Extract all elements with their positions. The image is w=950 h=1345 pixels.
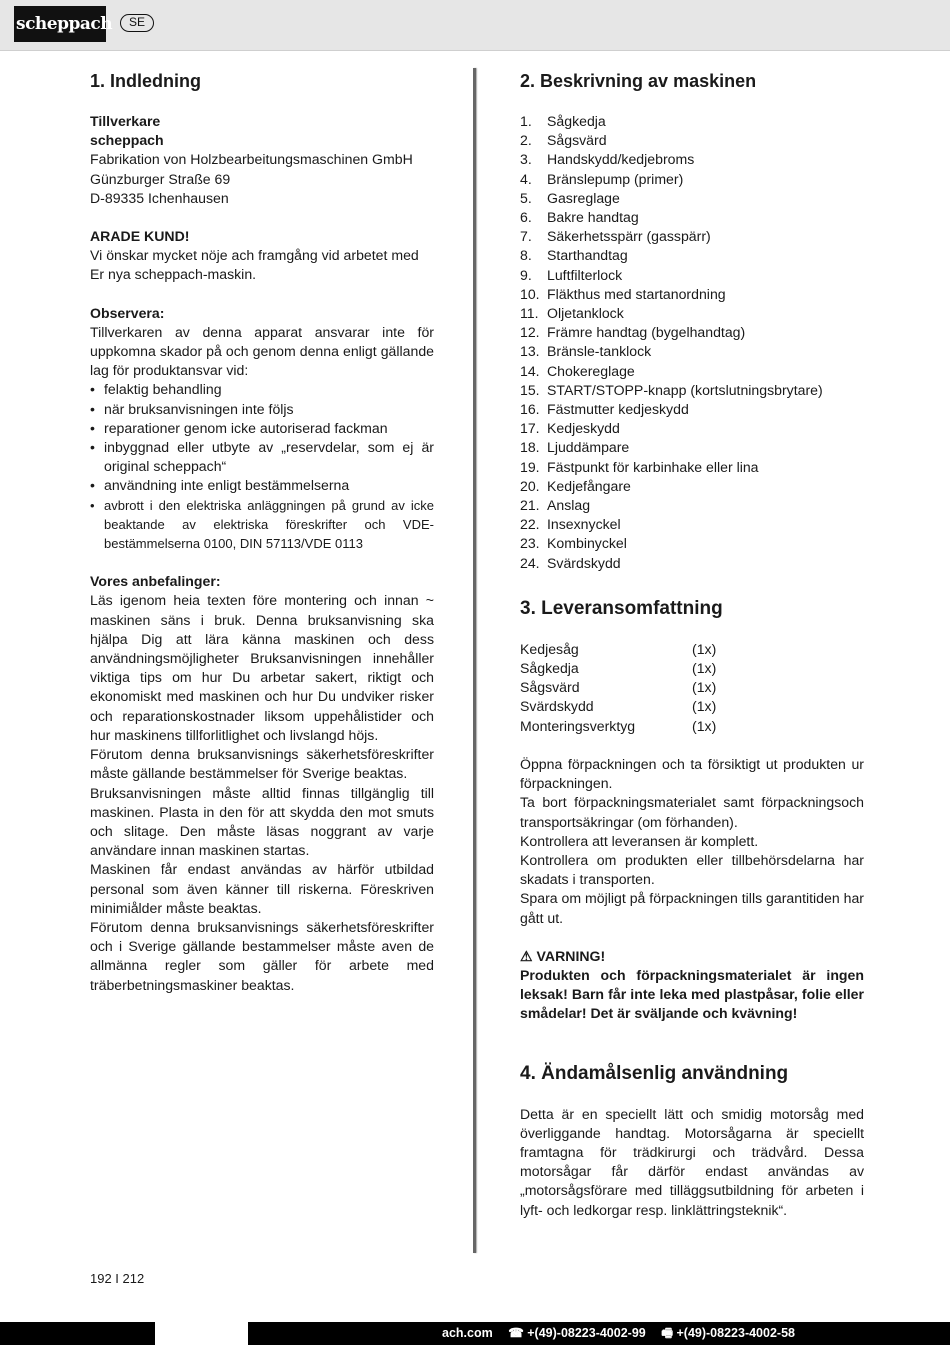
item-number: 4.: [520, 170, 532, 187]
table-row: [520, 640, 716, 659]
item-number: 10.: [520, 285, 540, 302]
list-item: [520, 227, 864, 246]
address-line: Fabrikation von Holzbearbeitungsmaschinen GmbH: [90, 151, 413, 168]
table-row: [520, 717, 716, 736]
item-label: Anslag: [547, 497, 591, 514]
list-item: [520, 285, 864, 304]
list-item: • felaktig behandling: [90, 380, 434, 399]
item-number: 22.: [520, 516, 540, 533]
list-item: • inbyggnad eller utbyte av „reservdelar, som ej är original scheppach“: [90, 438, 434, 476]
list-item: • när bruksanvisningen inte följs: [90, 400, 434, 419]
item-label: Bränsle-tanklock: [547, 343, 652, 360]
scope-qty: (1x): [692, 660, 717, 677]
item-label: Kombinyckel: [547, 535, 627, 552]
item-number: 19.: [520, 458, 540, 475]
item-label: Oljetanklock: [547, 305, 624, 322]
warning-text: Produkten och förpackningsmaterialet är ingen leksak! Barn får inte leka med plastpåsar, folie eller smådelar! Det är sväljande och kvävning!: [520, 966, 864, 1022]
item-label: Ljuddämpare: [547, 439, 630, 456]
item-number: 11.: [520, 305, 539, 322]
item-label: Fläkthus med startanordning: [547, 285, 726, 302]
item-label: Bränslepump (primer): [547, 170, 684, 187]
paragraph: Kontrollera om produkten eller tillbehörsdelarna har skadats i transporten.: [520, 851, 864, 888]
list-item: [520, 246, 864, 265]
item-label: Starthandtag: [547, 247, 628, 264]
item-number: 13.: [520, 343, 540, 360]
list-item: [520, 266, 864, 285]
scope-qty: (1x): [692, 679, 717, 696]
paragraph: Bruksanvisningen måste alltid finnas tillgänglig till maskinen. Plasta in den för att skydda den mot smuts och slitage. Den måste läsas noggrant av varje användare innan maskinen startas.: [90, 784, 434, 859]
address-line: Günzburger Straße 69: [90, 170, 231, 187]
item-number: 9.: [520, 266, 532, 283]
paragraph: Detta är en speciellt lätt och smidig motorsåg med överliggande handtag. Motorsågarna är speciellt framtagna för trädkirurgi och trädvård. Dessa motorsågar får därför endast användas av „motorsågsförare med tilläggsutbildning för arbeten i lyft- och ledkorgar resp. linklättringsteknik“.: [520, 1105, 864, 1218]
scope-item: Svärdskydd: [520, 698, 594, 715]
list-item: • användning inte enligt bestämmelserna: [90, 476, 434, 495]
item-label: Säkerhetsspärr (gasspärr): [547, 228, 711, 245]
paragraph: Förutom denna bruksanvisnings säkerhetsföreskrifter måste gällande bestämmelser för Sverige beaktas.: [90, 746, 434, 782]
table-row: [520, 697, 716, 716]
paragraph: Maskinen får endast användas av härför utbildad personal som även känner till riskerna. Föreskriven minimiålder måste beaktas.: [90, 861, 434, 916]
list-item: [520, 112, 864, 131]
item-label: Bakre handtag: [547, 209, 639, 226]
manufacturer-name: scheppach: [90, 132, 164, 149]
table-row: [520, 659, 716, 678]
scope-item: Sågsvärd: [520, 679, 580, 696]
item-label: Gasreglage: [547, 189, 620, 206]
list-item: [520, 554, 864, 573]
paragraph: Spara om möjligt på förpackningen tills garantitiden har gått ut.: [520, 890, 864, 926]
phone-number: ☎ +(49)-08223-4002-99: [508, 1326, 646, 1340]
paragraph: Ta bort förpackningsmaterialet samt förpackningsoch transportsäkringar (om förhanden).: [520, 794, 864, 830]
page-number: 192 I 212: [90, 1271, 145, 1286]
item-number: 8.: [520, 247, 532, 264]
footer-gap: [155, 1322, 248, 1345]
item-label: Fästmutter kedjeskydd: [547, 401, 689, 418]
section-2-title: 2. Beskrivning av maskinen: [520, 71, 757, 91]
item-number: 18.: [520, 439, 540, 456]
list-item: [520, 131, 864, 150]
item-label: Sågkedja: [547, 113, 606, 129]
section-4-title: 4. Ändamålsenlig användning: [520, 1062, 789, 1084]
manufacturer-label: Tillverkare: [90, 113, 161, 129]
liability-list: [90, 380, 434, 553]
item-label: Handskydd/kedjebroms: [547, 151, 695, 168]
section-3-title: 3. Leveransomfattning: [520, 597, 723, 619]
list-item: [520, 323, 864, 342]
list-item: [520, 150, 864, 169]
language-badge: SE: [120, 14, 154, 32]
address-line: D-89335 Ichenhausen: [90, 189, 229, 206]
list-item: [520, 170, 864, 189]
column-divider: [473, 68, 476, 1253]
paragraph: Kontrollera att leveransen är komplett.: [520, 832, 759, 849]
list-item: [520, 208, 864, 227]
item-number: 14.: [520, 362, 540, 379]
item-label: Kedjefångare: [547, 477, 631, 494]
item-label: Luftfilterlock: [547, 266, 623, 283]
section-1-title: 1. Indledning: [90, 71, 201, 91]
paragraph: Läs igenom heia texten före montering och innan ~ maskinen säns i bruk. Denna bruksanvisning ska hjälpa Dig att lära känna maskinen och dess användningsmöjligheter Bruksanvisningen innehåller viktiga tips om hur Du arbetar sakert, riktigt och ekonomiskt med maskinen och hur Du undviker risker och reparationskostnader liksom uppehålistider och hur maskinens tillforlitlighet och livslangd höjs.: [90, 592, 434, 743]
scope-item: Monteringsverktyg: [520, 717, 636, 734]
greeting-heading: ARADE KUND!: [90, 228, 190, 245]
warning-heading: ⚠ VARNING!: [520, 947, 606, 964]
item-number: 20.: [520, 477, 540, 494]
item-number: 15.: [520, 381, 540, 398]
item-number: 1.: [520, 113, 532, 129]
list-item: [520, 419, 864, 438]
list-item: [520, 534, 864, 553]
item-number: 17.: [520, 420, 540, 437]
item-number: 5.: [520, 189, 532, 206]
scope-item: Kedjesåg: [520, 640, 579, 657]
note-text: Tillverkaren av denna apparat ansvarar inte för uppkomna skador på och genom denna enligt gällande lag för produktansvar vid:: [90, 323, 434, 379]
scope-qty: (1x): [692, 698, 717, 715]
scope-item: Sågkedja: [520, 660, 579, 677]
recommendations-heading: Vores anbefalinger:: [90, 573, 221, 590]
fax-number: 🖷 +(49)-08223-4002-58: [661, 1326, 795, 1340]
item-number: 16.: [520, 401, 540, 418]
website-text: ach.com: [442, 1326, 493, 1340]
contact-info: [442, 1324, 807, 1342]
item-number: 7.: [520, 228, 532, 245]
item-number: 24.: [520, 554, 540, 571]
left-column: [90, 64, 434, 995]
right-column: [520, 64, 864, 1220]
list-item: [520, 438, 864, 457]
list-item: [520, 189, 864, 208]
item-number: 6.: [520, 209, 532, 226]
delivery-scope-table: [520, 640, 716, 736]
greeting-text: Vi önskar mycket nöje ach framgång vid arbetet med Er nya scheppach-maskin.: [90, 247, 419, 283]
scope-qty: (1x): [692, 717, 717, 734]
item-label: Sågsvärd: [547, 132, 607, 149]
item-label: Svärdskydd: [547, 554, 621, 571]
item-number: 21.: [520, 497, 540, 514]
list-item: [520, 342, 864, 361]
scope-qty: (1x): [692, 640, 717, 657]
item-label: START/STOPP-knapp (kortslutningsbrytare): [547, 381, 823, 398]
list-item: [520, 458, 864, 477]
list-item: [520, 362, 864, 381]
item-label: Fästpunkt för karbinhake eller lina: [547, 458, 759, 475]
list-item: [520, 304, 864, 323]
list-item: [520, 515, 864, 534]
item-number: 12.: [520, 324, 540, 341]
list-item: • avbrott i den elektriska anläggningen på grund av icke beaktande av elektriska föreskrifter och VDE-bestämmelserna 0100, DIN 57113/VDE 0113: [90, 496, 434, 554]
item-number: 2.: [520, 132, 532, 149]
brand-logo: scheppach: [14, 6, 106, 42]
footer-bar: [0, 1322, 950, 1345]
table-row: [520, 678, 716, 697]
item-number: 3.: [520, 151, 532, 168]
list-item: [520, 400, 864, 419]
note-heading: Observera:: [90, 304, 165, 321]
list-item: [520, 381, 864, 400]
paragraph: Öppna förpackningen och ta försiktigt ut produkten ur förpackningen.: [520, 755, 864, 792]
item-number: 23.: [520, 535, 540, 552]
header-bar: [0, 0, 950, 51]
list-item: [520, 477, 864, 496]
paragraph: Förutom denna bruksanvisnings säkerhetsföreskrifter och i Sverige gällande bestammelser måste aven de allmänna regler som gäller för arbete med träberbetningsmaskiner beaktas.: [90, 918, 434, 993]
parts-list: [520, 112, 864, 573]
item-label: Kedjeskydd: [547, 420, 620, 437]
list-item: [520, 496, 864, 515]
item-label: Insexnyckel: [547, 516, 621, 533]
item-label: Chokereglage: [547, 362, 635, 379]
item-label: Främre handtag (bygelhandtag): [547, 324, 746, 341]
list-item: • reparationer genom icke autoriserad fackman: [90, 419, 434, 438]
